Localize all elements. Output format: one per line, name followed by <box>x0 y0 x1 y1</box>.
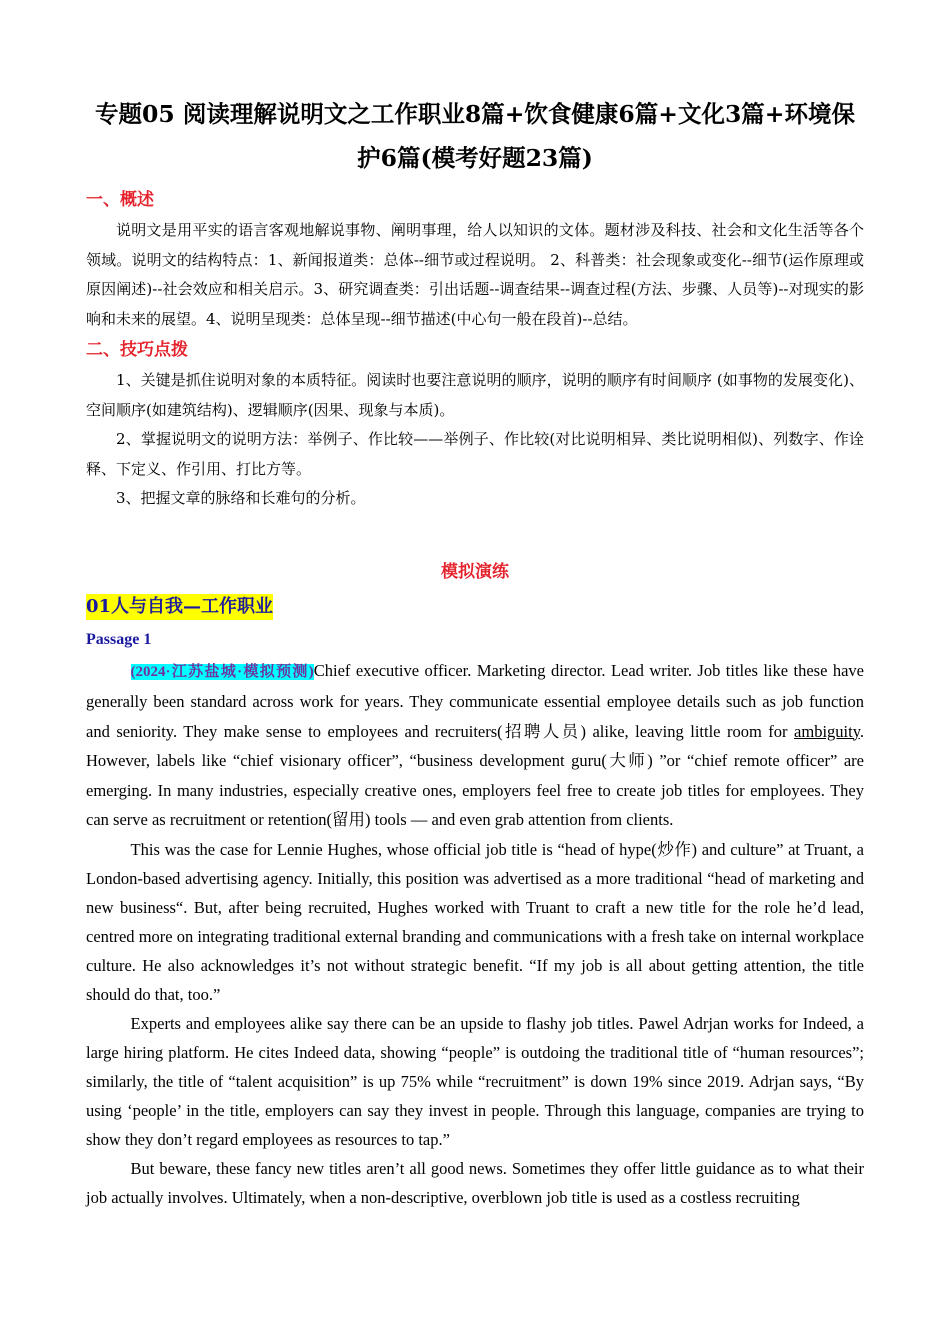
section-heading-overview: 一、概述 <box>86 190 154 210</box>
document-title: 专题05 阅读理解说明文之工作职业8篇+饮食健康6篇+文化3篇+环境保护6篇(模考好题23篇) <box>94 100 855 172</box>
tip-item: 3、把握文章的脉络和长难句的分析。 <box>116 489 366 507</box>
tip-item: 1、关键是抓住说明对象的本质特征。阅读时也要注意说明的顺序，说明的顺序有时间顺序 (如事物的发展变化)、空间顺序(如建筑结构)、逻辑顺序(因果、现象与本质)。 <box>86 371 864 419</box>
practice-heading: 模拟演练 <box>441 561 509 582</box>
paragraph-text: Chief executive officer. Marketing director. Lead writer. Job titles like these have generally been standard across work for years. They communicate essential employee details such as job function and seniority. They make sense to employees and recruiters(招聘人员) alike, leaving little room for <box>86 660 864 741</box>
passage-paragraph: Experts and employees alike say there can be an upside to flashy job titles. Pawel Adrjan works for Indeed, a large hiring platform. He cites Indeed data, showing “people” is outdoing the traditional title of “human resources”; similarly, the title of “talent acquisition” is up 75% while “recruitment” is down 19% since 2019. Adrjan says, “By using ‘people’ in the title, employers can say they invest in people. Through this language, companies are trying to show they don’t regard employees as resources to tap.” <box>86 1013 864 1149</box>
passage-paragraph <box>86 656 864 835</box>
source-tag: (2024·江苏盐城·模拟预测) <box>130 663 314 680</box>
topic-heading: 01人与自我—工作职业 <box>86 594 273 620</box>
overview-paragraph: 说明文是用平实的语言客观地解说事物、阐明事理，给人以知识的文体。题材涉及科技、社会和文化生活等各个领域。说明文的结构特点：1、新闻报道类：总体--细节或过程说明。 2、科普类：社会现象或变化--细节(运作原理或原因阐述)--社会效应和相关启示。3、研究调查类：引出话题--调查结果--调查过程(方法、步骤、人员等)--对现实的影响和未来的展望。4、说明呈现类：总体呈现--细节描述(中心句一般在段首)--总结。 <box>86 221 864 328</box>
passage-paragraph: But beware, these fancy new titles aren’t all good news. Sometimes they offer little guidance as to what their job actually involves. Ultimately, when a non-descriptive, overblown job title is used as a costless recruiting <box>86 1158 864 1207</box>
underlined-word: ambiguity <box>794 721 860 741</box>
tip-item: 2、掌握说明文的说明方法：举例子、作比较——举例子、作比较(对比说明相异、类比说明相似)、列数字、作诠释、下定义、作引用、打比方等。 <box>86 430 864 478</box>
section-heading-tips: 二、技巧点拨 <box>86 340 188 360</box>
passage-paragraph: This was the case for Lennie Hughes, whose official job title is “head of hype(炒作) and culture” at Truant, a London-based advertising agency. Initially, this position was advertised as a more traditional “head of marketing and new business“. But, after being recruited, Hughes worked with Truant to craft a new title for the role he’d lead, centred more on integrating traditional external branding and communications with a fresh take on internal workplace culture. He also acknowledges it’s not without strategic benefit. “If my job is all about getting attention, the title should do that, too.” <box>86 839 864 1004</box>
paragraph-text: . However, labels like “chief visionary officer”, “business development guru(大师) ”or “chief remote officer” are emerging. In many industries, especially creative ones, employers feel free to create job titles for employees. They can serve as recruitment or retention(留用) tools — and even grab attention from clients. <box>86 721 864 829</box>
passage-label: Passage 1 <box>86 630 152 648</box>
